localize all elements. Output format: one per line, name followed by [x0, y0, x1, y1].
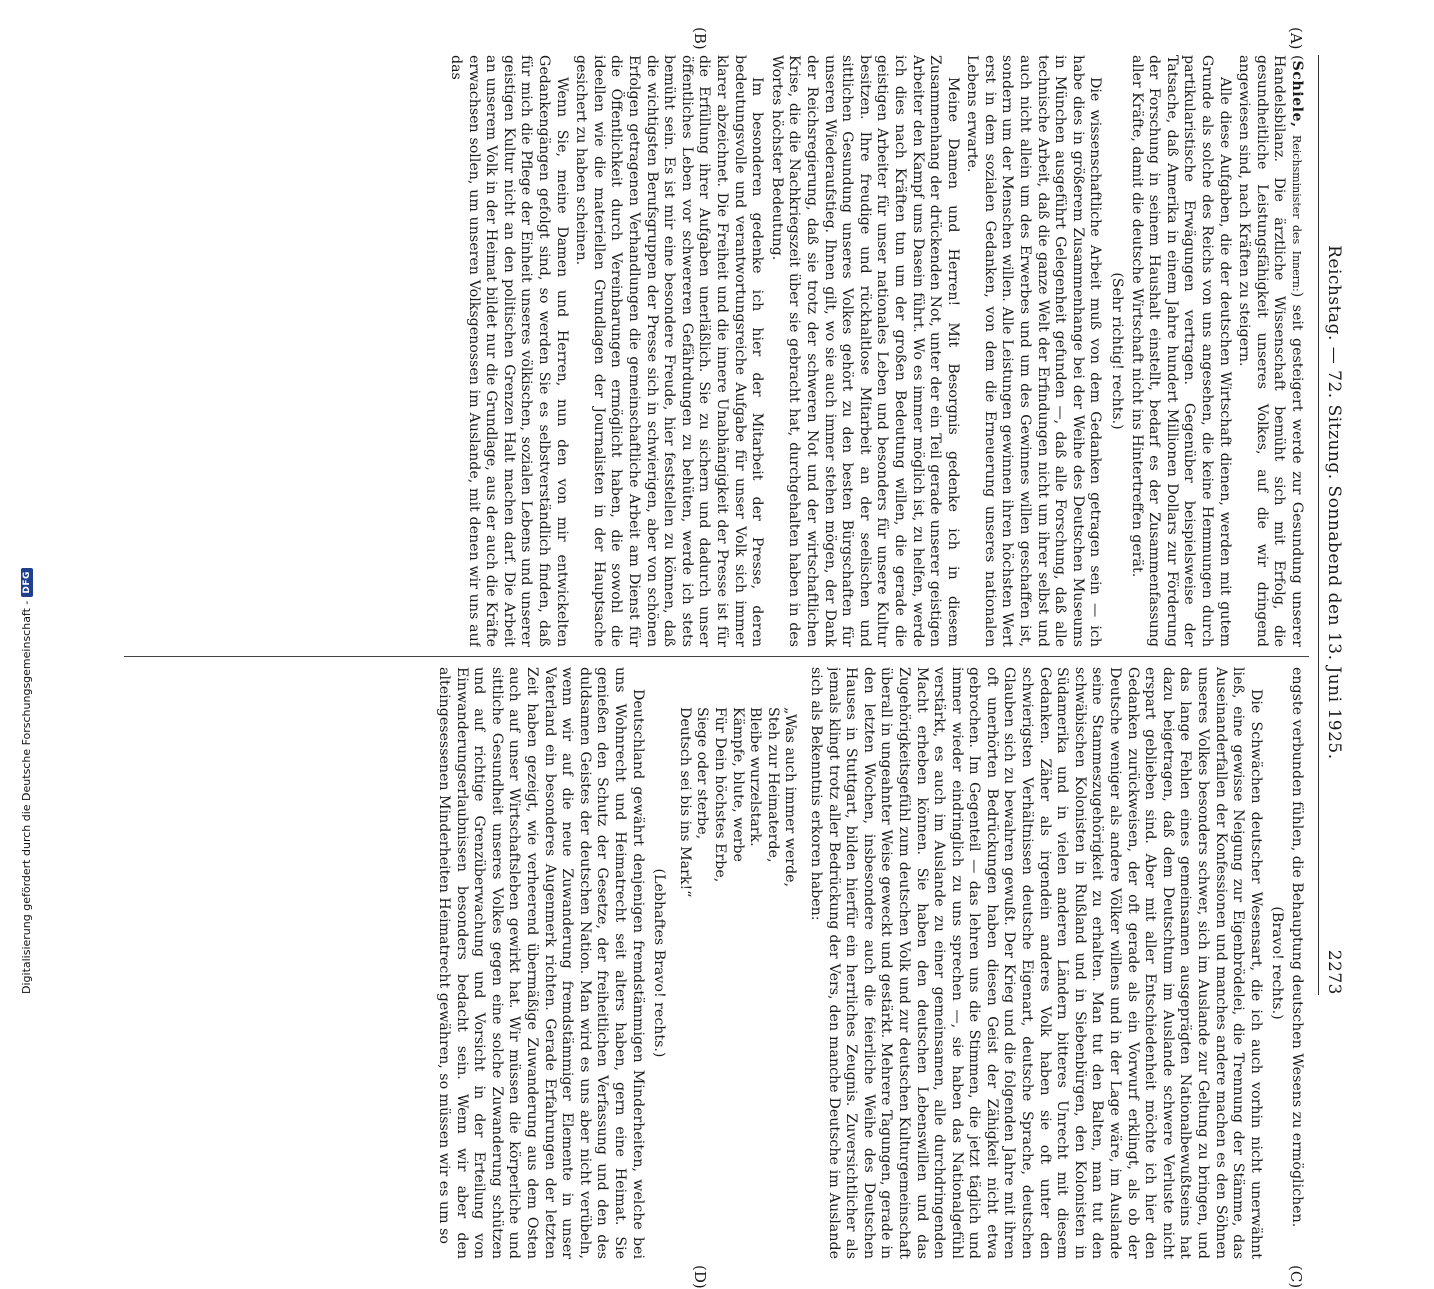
margin-marker-a: (A) — [1287, 27, 1305, 50]
digitization-credit — [20, 568, 33, 994]
rotated-page — [119, 27, 1349, 1289]
margin-marker-c: (C) — [1287, 1265, 1305, 1289]
poem-line: Bleibe wurzelstark. — [747, 707, 764, 847]
column-divider — [124, 656, 1309, 657]
dfg-logo-icon: DFG — [21, 568, 33, 597]
left-column — [125, 55, 1305, 647]
poem-line: Für Dein höchstes Erbe, — [712, 707, 728, 883]
interjection-3: (Lebhaftes Bravo! rechts.) — [651, 868, 668, 1058]
credit-text: Digitalisierung gefördert durch die Deutsche Forschungsgemeinschaft - — [20, 600, 33, 994]
interjection-2: (Bravo! rechts.) — [1269, 906, 1286, 1020]
speaker-paragraph: (Schiele, Reichsminister des Innern:) seit gesteigert werde zur Gesundung unserer Handelsbilanz. Die ärztliche Wissenschaft bemüht sich mit Erfolg, die gesundheitliche Leistungsfähigkeit unseres Volkes, auf die wir dringend angewiesen sind, nach Kräften zu steigern. — [1236, 55, 1305, 647]
page-header-title: Reichstag. — 72. Sitzung. Sonnabend den 13. Juni 1925. — [1324, 245, 1344, 760]
poem — [675, 707, 798, 1259]
running-head — [1318, 55, 1349, 995]
paragraph-8: Die Schwächen deutscher Wesensart, die ich auch vorhin nicht unerwähnt ließ, eine gewisse Neigung zur Eigenbrödelei, die Trennung der Stämme, das Auseinanderfallen der Konfessionen und manches andere machen es den Söhnen unseres Volkes besonders schwer, sich im Auslande zur Geltung zu bringen, und das lange Fehlen eines gemeinsamen ausgeprägten Nationalbewußtseins hat dazu beigetragen, daß dem Deutschtum im Auslande schwere Verluste nicht erspart geblieben sind. Aber mit aller Entschiedenheit möchte ich hier den Gedanken zurückweisen, der oft gerade als ein Vorwurf erklingt, als ob der Deutsche weniger als andere Völker willens und in der Lage wäre, im Auslande seine Stammeszugehörigkeit zu erhalten. Man tut den Balten, man tut den schwäbischen Kolonisten in Rußland und in Siebenbürgen, den Kolonisten in Südamerika und in vielen anderen Ländern bitteres Unrecht mit diesem Gedanken. Zäher als irgendein anderes Volk haben sie oft unter den schwierigsten Verhältnissen deutsche Eigenart, deutsche Sprache, deutschen Glauben sich zu bewahren gewußt. Der Krieg und die folgenden Jahre mit ihren oft unerhörten Bedrückungen haben diesen Geist der Zähigkeit nicht etwa gebrochen. Im Gegenteil — das lehren uns die Stimmen, die jetzt täglich und immer wieder eindringlich zu uns sprechen —, sie haben das Nationalgefühl verstärkt, es auch im Auslande zu einer gemeinsamen, alle durchdringenden Macht erheben können. Sie haben den deutschen Lebenswillen und das Zugehörigkeitsgefühl zum deutschen Volk und zur deutschen Kulturgemeinschaft überall in ungeahnter Weise geweckt und gestärkt. Mehrere Tagungen, gerade in den letzten Wochen, insbesondere auch die feierliche Weihe des Deutschen Hauses in Stuttgart, bilden hierfür ein herrliches Zeugnis. Zuversichtlicher als jemals klingt trotz aller Bedrückung der Vers, den manche Deutsche im Auslande sich als Bekenntnis erkoren haben: — [807, 667, 1264, 1259]
poem-line: „Was auch immer werde, — [782, 707, 799, 888]
paragraph-2: Alle diese Aufgaben, die der deutschen Wirtschaft dienen, werden mit gutem Grunde als solche des Reichs von uns angesehen, die keine Hemmungen durch partikularistische Erwägungen vertragen. Gegenüber beispielsweise der Tatsache, daß Amerika in einem Jahre hundert Millionen Dollars zur Förderung der Forschung in seinem Haushalt einstellt, bedarf es der Zusammenfassung aller Kräfte, damit die deutsche Wirtschaft nicht ins Hintertreffen gerät. — [1128, 55, 1233, 647]
speaker-role: Reichsminister des Innern: — [1290, 134, 1303, 292]
paragraph-6: Wenn Sie, meine Damen und Herren, nun den von mir entwickelten Gedankengängen gefolgt sind, so werden Sie es selbstverständlich finden, daß für mich die Pflege der Einheit unseres völkischen, sozialen Lebens und unserer geistigen Kultur nicht an den politischen Grenzen Halt machen darf. Die Arbeit an unserem Volk in der Heimat bildet nur die Grundlage, aus der auch die Kräfte erwachsen sollen, um unseren Volksgenossen im Auslande, mit denen wir uns auf das — [448, 55, 570, 647]
poem-line: Steh zur Heimaterde, — [764, 707, 781, 863]
paragraph-7: engste verbunden fühlen, die Behauptung deutschen Wesens zu ermöglichen. — [1289, 667, 1305, 1228]
poem-line: Siege oder sterbe, — [694, 707, 711, 840]
poem-line: Kämpfe, blute, werbe — [729, 707, 746, 862]
poem-line: Deutsch sei bis ins Mark!“ — [676, 707, 693, 898]
interjection-1: (Sehr richtig! rechts.) — [1109, 272, 1126, 430]
paragraph-4: Meine Damen und Herren! Mit Besorgnis gedenke ich in diesem Zusammenhang der drückenden Not, unter der ein Teil gerade unserer geistigen Arbeiter den Kampf ums Dasein führt. Wo es immer möglich ist, zu helfen, werde ich dies nach Kräften tun um der großen Bedeutung willen, die gerade die geistigen Arbeiter für unser nationales Leben und besonders für unsere Kultur besitzen. Ihre freudige und rückhaltlose Mitarbeit an der seelischen und sittlichen Gesundung unseres Volkes gehört zu den besten Bürgschaften für unseren Wiederaufstieg. Ihnen gilt, wo sie auch immer stehen mögen, der Dank der Reichsregierung, daß sie trotz der schweren Not und der wirtschaftlichen Krise, die die Nachkriegszeit über sie gebracht hat, durchgehalten haben in des Wortes höchster Bedeutung. — [768, 55, 961, 647]
margin-marker-b: (B) — [691, 27, 709, 50]
margin-marker-d: (D) — [691, 1265, 709, 1289]
page-number: 2273 — [1324, 949, 1344, 995]
paragraph-5: Im besonderen gedenke ich hier der Mitarbeit der Presse, deren bedeutungsvolle und verantwortungsreiche Aufgabe für unser Volk sich immer klarer abzeichnet. Die Freiheit und die innere Unabhängigkeit der Presse ist für die Erfüllung ihrer Aufgaben unerläßlich. Sie zu sichern und dadurch unser öffentliches Leben vor schwereren Gefährdungen zu behüten, werde ich stets bemüht sein. Es ist mir eine besondere Freude, hier feststellen zu können, daß die wichtigsten Berufsgruppen der Presse sich in schwierigen, aber von schönen Erfolgen getragenen Verhandlungen die gemeinschaftliche Arbeit am Dienst für die Öffentlichkeit durch Vereinbarungen ermöglicht haben, die sowohl die ideellen wie die materiellen Grundlagen der Journalisten in der Hauptsache gesichert zu haben scheinen. — [573, 55, 766, 647]
right-column — [125, 667, 1305, 1259]
paragraph-9: Deutschland gewährt denjenigen fremdstämmigen Minderheiten, welche bei uns Wohnrecht und Heimatrecht seit alters haben, gern eine Heimat. Sie genießen den Schutz der Gesetze, der freiheitlichen Verfassung und den des duldsamen Geistes der deutschen Nation. Man wird es uns aber nicht verübeln, wenn wir auf die neue Zuwanderung fremdstämmiger Elemente in unser Vaterland ein besonderes Augenmerk richten. Gerade Erfahrungen der letzten Zeit haben gezeigt, wie verheerend übermäßige Zuwanderung aus dem Osten auch auf unser Wirtschaftsleben gewirkt hat. Wir müssen die körperliche und sittliche Gesundheit unseres Volkes gegen eine solche Zuwanderung schützen und auf richtige Grenzüberwachung und Vorsicht in der Erteilung von Einwanderungserlaubnissen besonders bedacht sein. Wenn wir aber den alteingesessenen Minderheiten Heimatrecht gewähren, so müssen wir es um so — [436, 667, 646, 1259]
speaker-name: Schiele, — [1289, 60, 1305, 128]
paragraph-1: seit gesteigert werde zur Gesundung unserer Handelsbilanz. Die ärztliche Wissenschaft bemüht sich mit Erfolg, die gesundheitliche Leistungsfähigkeit unseres Volkes, auf die wir dringend angewiesen sind, nach Kräften zu steigern. — [1236, 55, 1305, 647]
paragraph-3: Die wissenschaftliche Arbeit muß von dem Gedanken getragen sein — ich habe dies in größerem Zusammenhange bei der Weihe des Deutschen Museums in München ausgeführt Gelegenheit gefunden —, daß alle Forschung, daß alle technische Arbeit, daß die ganze Welt der Erfindungen nicht um ihrer selbst und auch nicht allein um des Erwerbes und um des Gewinnes willen geschaffen ist, sondern um der Menschen willen. Alle Leistungen gewinnen ihren höchsten Wert erst in dem sozialen Gedanken, von dem die Erneuerung unseres nationalen Lebens erwarte. — [964, 55, 1104, 647]
